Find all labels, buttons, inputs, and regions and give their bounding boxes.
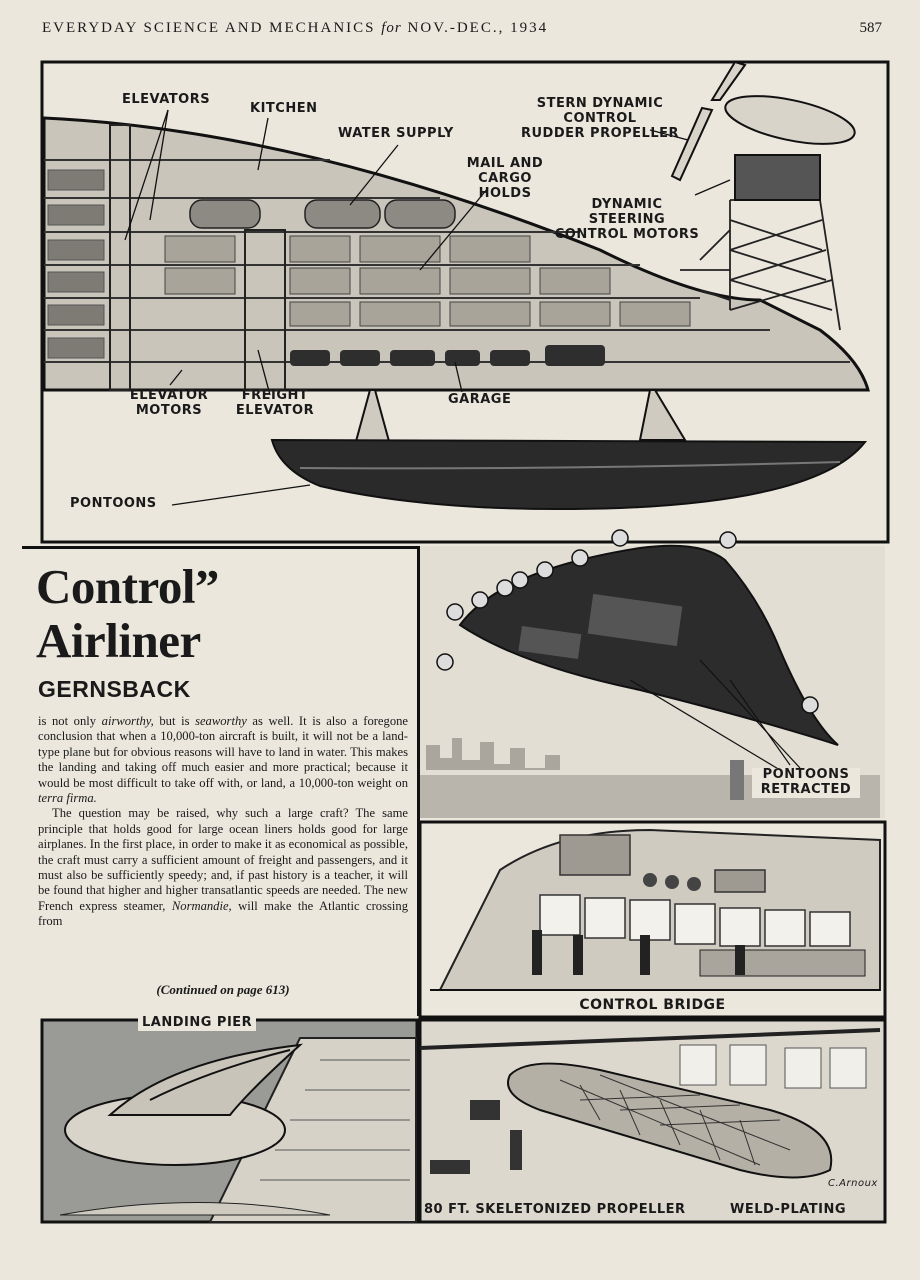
label-pontoons-retracted: PONTOONS RETRACTED xyxy=(752,768,860,798)
label-mail-cargo-holds: MAIL AND CARGO HOLDS xyxy=(466,156,544,201)
label-garage: GARAGE xyxy=(448,392,512,407)
cutaway-illustration xyxy=(42,62,888,542)
article-title: Control” Airliner xyxy=(36,559,219,668)
label-elevator-motors: ELEVATOR MOTORS xyxy=(129,388,209,418)
article-paragraph-1: is not only airworthy, but is seaworthy as well. It is also a foregone conclusion that when a 10,000-ton aircraft is built, it will not be a land-type plane but for obvious reasons will have to land in water. This makes the landing and taking off much easier and more practical; because it would be most difficult to take off with, or land, a 10,000-ton weight on terra firma. xyxy=(38,714,408,806)
artist-signature: C.Arnoux xyxy=(828,1178,878,1189)
page-number: 587 xyxy=(859,20,882,36)
label-landing-pier: LANDING PIER xyxy=(138,1016,256,1031)
label-water-supply: WATER SUPPLY xyxy=(338,126,454,141)
continued-note: (Continued on page 613) xyxy=(156,982,290,997)
landing-pier-illustration xyxy=(42,1020,417,1222)
label-weld-plating: WELD-PLATING xyxy=(730,1202,847,1217)
running-title: EVERYDAY SCIENCE AND MECHANICS for NOV.-DEC., 1934 xyxy=(42,20,549,36)
label-pontoons: PONTOONS xyxy=(70,496,157,511)
label-skeletonized-propeller: 80 FT. SKELETONIZED PROPELLER xyxy=(424,1202,686,1217)
article-paragraph-2: The question may be raised, why such a large craft? The same principle that holds good for large ocean liners holds good for large airplanes. In the first place, in order to make it as economical as possible, the craft must carry a sufficient amount of freight and passengers, and it must also be sufficiently speedy; and, if past history is a teacher, it will be found that higher and higher transatlantic speeds are needed. The new French express steamer, Normandie, will make the Atlantic crossing from xyxy=(38,806,408,929)
article-byline: GERNSBACK xyxy=(38,676,191,702)
label-elevators: ELEVATORS xyxy=(122,92,211,107)
control-bridge-illustration xyxy=(420,822,885,1017)
article-body xyxy=(38,714,408,930)
hangar-illustration xyxy=(420,1020,885,1222)
label-freight-elevator: FREIGHT ELEVATOR xyxy=(235,388,315,418)
label-control-bridge: CONTROL BRIDGE xyxy=(579,997,726,1013)
label-kitchen: KITCHEN xyxy=(250,101,318,116)
label-steering-control-motors: DYNAMIC STEERING CONTROL MOTORS xyxy=(554,197,700,242)
label-stern-rudder-propeller: STERN DYNAMIC CONTROL RUDDER PROPELLER xyxy=(520,96,680,141)
